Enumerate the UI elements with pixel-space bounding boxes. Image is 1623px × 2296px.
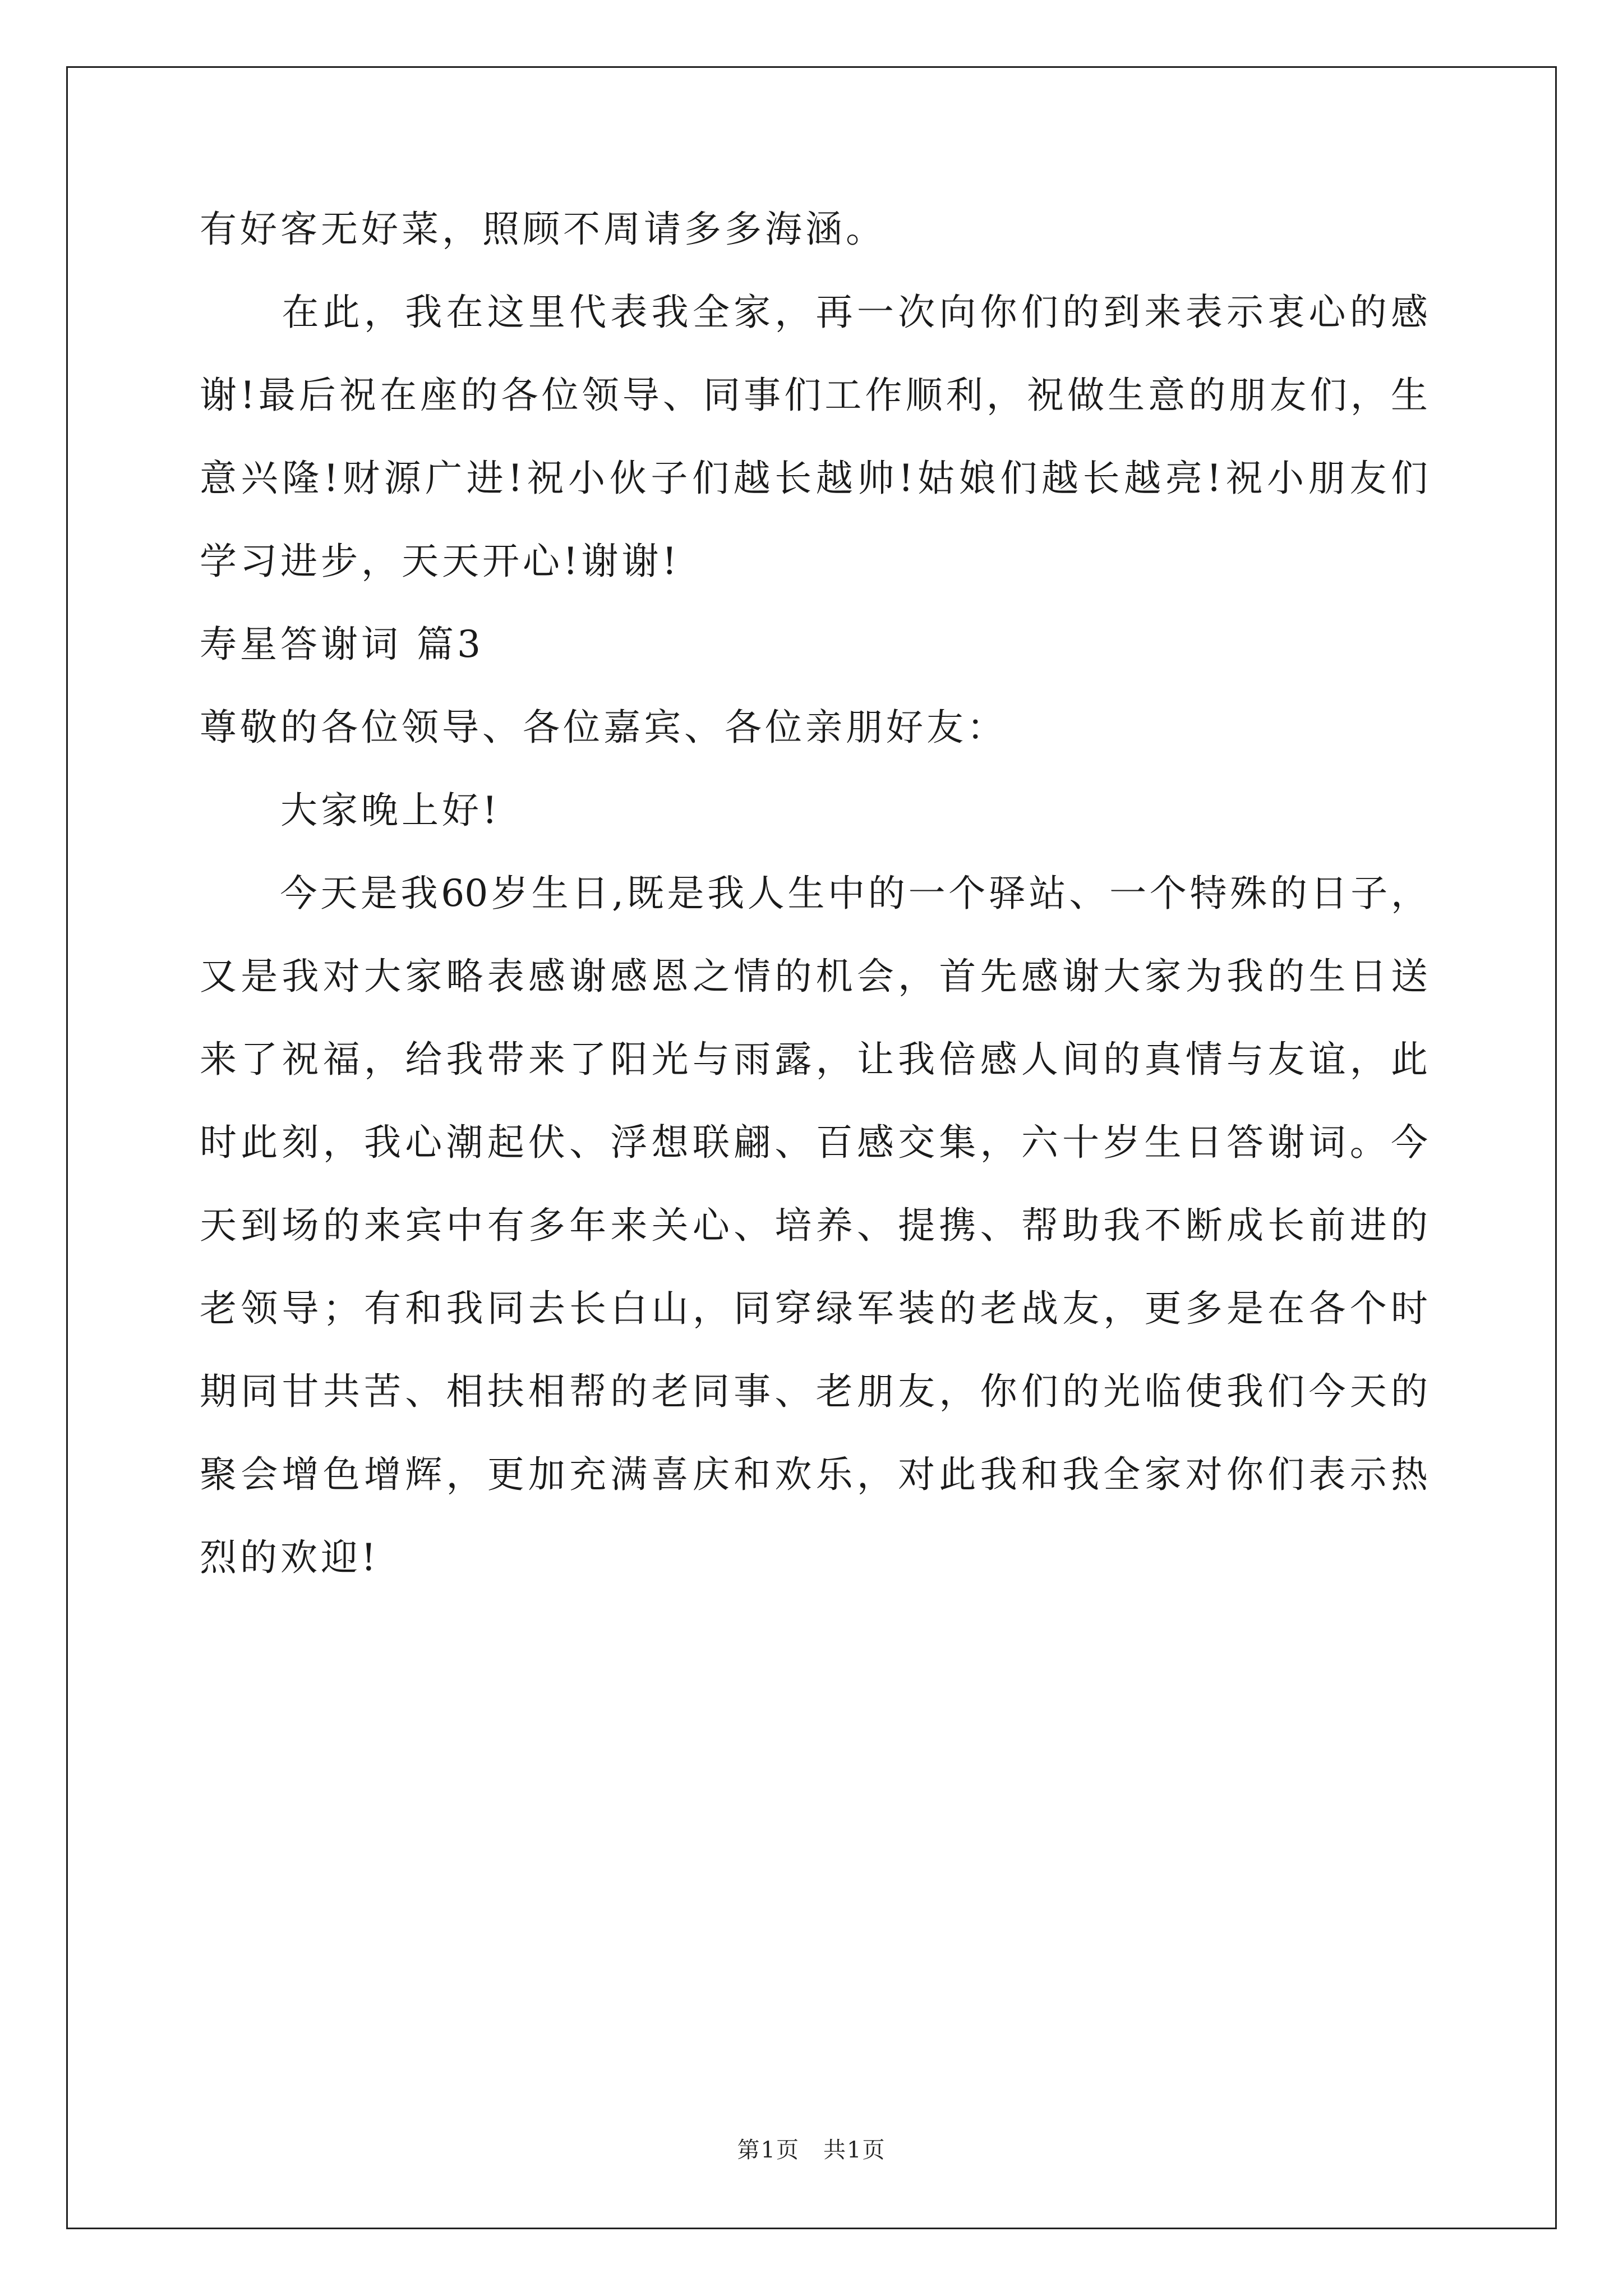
greeting: 大家晚上好!: [200, 789, 501, 832]
text-line: 老领导；有和我同去长白山，同穿绿军装的老战友，更多是在各个时: [200, 1287, 1428, 1330]
text-line: 期同甘共苦、相扶相帮的老同事、老朋友，你们的光临使我们今天的: [200, 1370, 1428, 1413]
text-line: 学习进步，天天开心!谢谢!: [200, 540, 681, 583]
text-line: 烈的欢迎!: [200, 1536, 380, 1579]
text-line: 又是我对大家略表感谢感恩之情的机会，首先感谢大家为我的生日送: [200, 955, 1428, 998]
salutation: 尊敬的各位领导、各位嘉宾、各位亲朋好友：: [200, 706, 1007, 749]
text-line: 在此，我在这里代表我全家，再一次向你们的到来表示衷心的感: [200, 291, 1428, 334]
text-line: 时此刻，我心潮起伏、浮想联翩、百感交集，六十岁生日答谢词。今: [200, 1121, 1428, 1164]
text-line: 来了祝福，给我带来了阳光与雨露，让我倍感人间的真情与友谊，此: [200, 1038, 1428, 1081]
text-line: 意兴隆!财源广进!祝小伙子们越长越帅!姑娘们越长越亮!祝小朋友们: [200, 457, 1428, 500]
text-line: 谢!最后祝在座的各位领导、同事们工作顺利，祝做生意的朋友们，生: [200, 374, 1428, 417]
text-line: 有好客无好菜，照顾不周请多多海涵。: [200, 208, 886, 251]
section-heading: 寿星答谢词 篇3: [200, 623, 484, 666]
text-line: 天到场的来宾中有多年来关心、培养、提携、帮助我不断成长前进的: [200, 1204, 1428, 1247]
page-footer: 第1页 共1页: [737, 2137, 886, 2163]
text-line: 聚会增色增辉，更加充满喜庆和欢乐，对此我和我全家对你们表示热: [200, 1453, 1428, 1496]
text-line: 今天是我60岁生日,既是我人生中的一个驿站、一个特殊的日子，: [200, 872, 1428, 915]
